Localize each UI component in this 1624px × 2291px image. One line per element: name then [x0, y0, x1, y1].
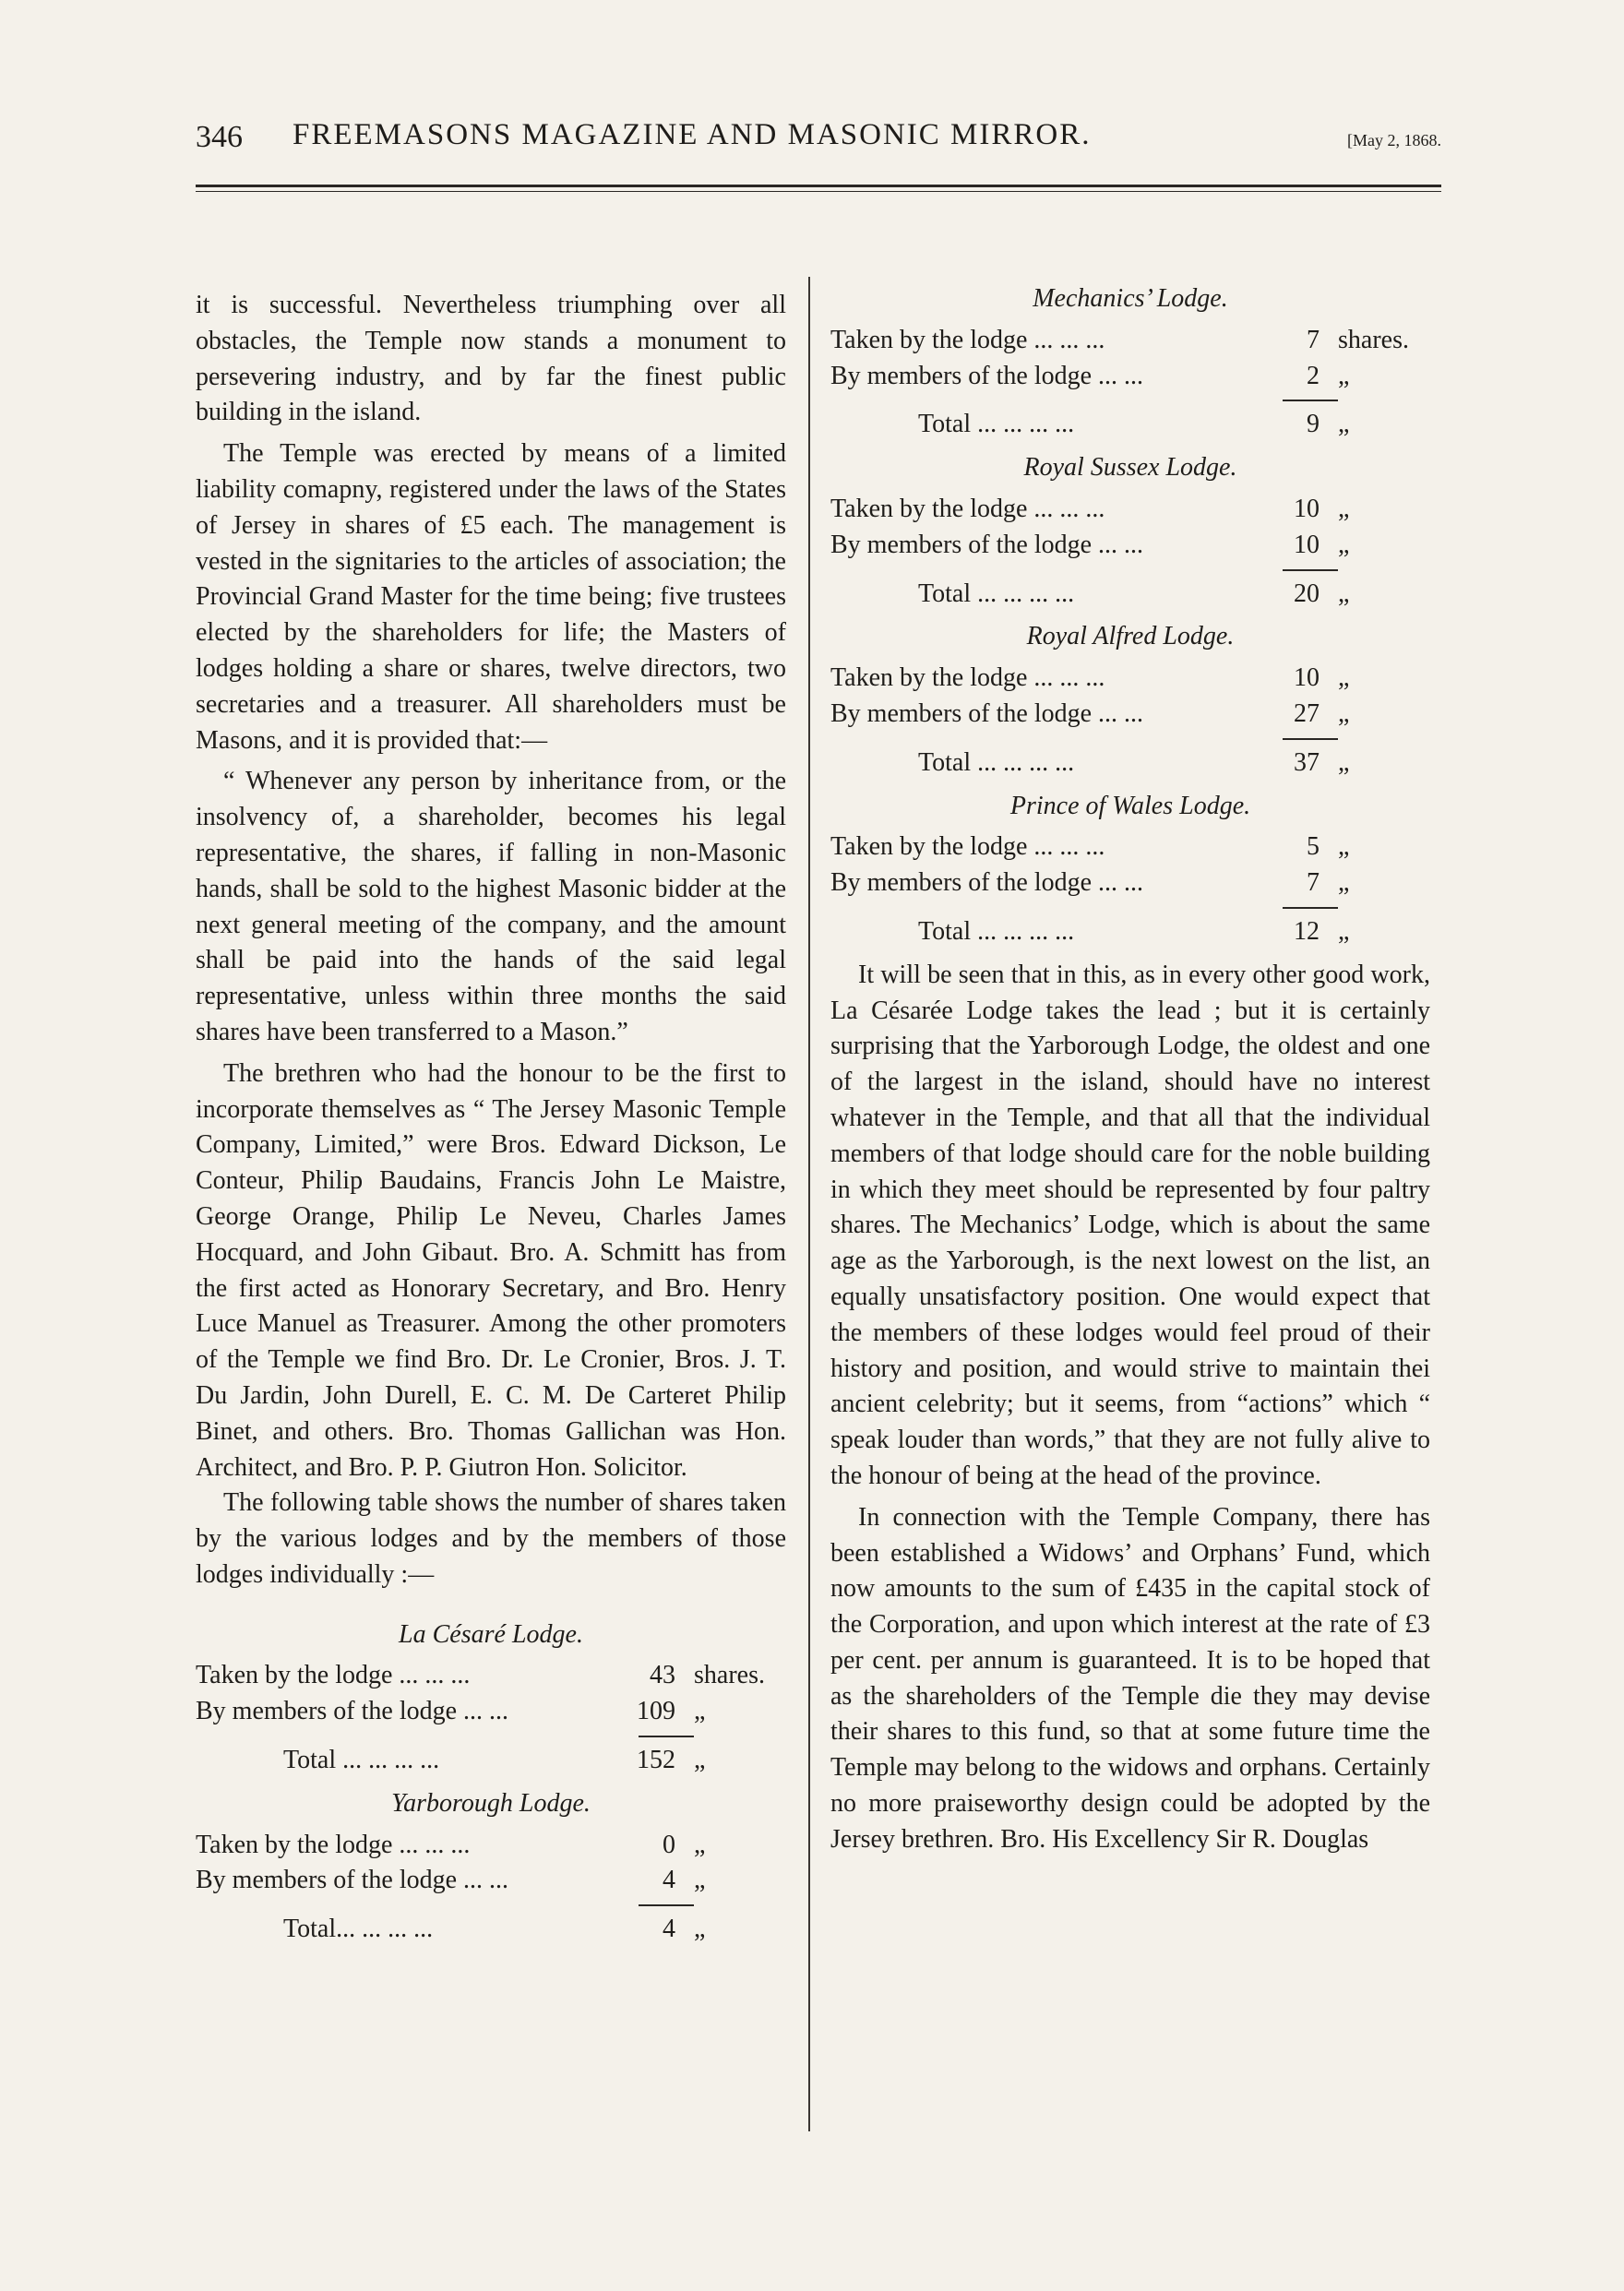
- right-column: [830, 281, 1430, 1858]
- lodge-table: [830, 450, 1430, 612]
- paragraph: The Temple was erected by means of a limited liability comapny, registered under the laws of the States of Jersey in shares of £5 each. The management is vested in the signitaries to the articles of association; the Provincial Grand Master for the time being; five trustees elected by the shareholders for life; the Masters of lodges holding a share or shares, twelve directors, two secretaries and a treasurer. All shareholders must be Masons, and it is provided that:—: [196, 439, 786, 755]
- lodge-name: La Césaré Lodge.: [399, 1619, 583, 1649]
- column-divider: [808, 277, 810, 2131]
- table-row: By members of the lodge ... ... 2 „: [830, 361, 1350, 390]
- table-row: By members of the lodge ... ... 10 „: [830, 530, 1350, 559]
- lodge-table: [196, 1786, 786, 1948]
- lodge-name: Yarborough Lodge.: [391, 1788, 591, 1818]
- table-row: Taken by the lodge ... ... ... 10 „: [830, 663, 1350, 693]
- paragraph: In connection with the Temple Company, there has been established a Widows’ and Orphans’ Fund, which now amounts to the sum of £435 in the capital stock of the Corporation, and upon which interest at the rate of £3 per cent. per annum is guaranteed. It is to be hoped that as the shareholders of the Temple die they may devise their shares to this fund, so that at some future time the Temple may belong to the widows and orphans. Certainly no more praiseworthy design could be adopted by the Jersey brethren. Bro. His Excellency Sir R. Douglas: [830, 1502, 1430, 1854]
- page-number: 346: [196, 120, 243, 154]
- table-row: By members of the lodge ... ... 27 „: [830, 698, 1350, 728]
- table-total-row: Total... ... ... ... 4 „: [283, 1915, 706, 1944]
- page-header: [196, 118, 1441, 170]
- lodge-table: [830, 789, 1430, 950]
- magazine-title: FREEMASONS MAGAZINE AND MASONIC MIRROR.: [293, 118, 1092, 151]
- table-total-row: Total ... ... ... ... 152 „: [283, 1746, 706, 1775]
- paragraph: it is successful. Nevertheless triumphing over all obstacles, the Temple now stands a monument to persevering industry, and by far the finest public building in the island.: [196, 291, 786, 427]
- sum-rule: [830, 733, 1430, 746]
- header-rule-thin: [196, 191, 1441, 192]
- table-total-row: Total ... ... ... ... 37 „: [918, 747, 1350, 777]
- sum-rule: [196, 1730, 786, 1743]
- table-row: Taken by the lodge ... ... ... 43 shares.: [196, 1661, 765, 1690]
- table-total-row: Total ... ... ... ... 9 „: [918, 410, 1350, 439]
- lodge-name: Royal Sussex Lodge.: [1023, 453, 1237, 483]
- sum-rule: [830, 394, 1430, 407]
- table-row: By members of the lodge ... ... 4 „: [196, 1866, 706, 1895]
- table-row: Taken by the lodge ... ... ... 10 „: [830, 494, 1350, 523]
- sum-rule: [830, 901, 1430, 914]
- lodge-table: [830, 281, 1430, 443]
- table-row: Taken by the lodge ... ... ... 7 shares.: [830, 325, 1409, 354]
- paragraph: The following table shows the number of shares taken by the various lodges and by the members of those lodges individually :—: [196, 1488, 786, 1589]
- left-column: [196, 288, 786, 1948]
- issue-date: [May 2, 1868.: [1347, 131, 1441, 149]
- paragraph: The brethren who had the honour to be the first to incorporate themselves as “ The Jersey Masonic Temple Company, Limited,” were Bros. Edward Dickson, Le Conteur, Philip Baudains, Francis John Le Maistre, George Orange, Philip Le Neveu, Charles James Hocquard, and John Gibaut. Bro. A. Schmitt has from the first acted as Honorary Secretary, and Bro. Henry Luce Manuel as Treasurer. Among the other promoters of the Temple we find Bro. Dr. Le Cronier, Bros. J. T. Du Jardin, John Durell, E. C. M. De Carteret Philip Binet, and others. Bro. Thomas Gallichan was Hon. Architect, and Bro. P. P. Giutron Hon. Solicitor.: [196, 1058, 786, 1482]
- lodge-name: Mechanics’ Lodge.: [1033, 284, 1228, 313]
- lodge-table: [830, 619, 1430, 781]
- table-row: Taken by the lodge ... ... ... 5 „: [830, 832, 1350, 862]
- table-total-row: Total ... ... ... ... 12 „: [918, 916, 1350, 946]
- lodge-table: [196, 1617, 786, 1779]
- sum-rule: [830, 564, 1430, 577]
- paragraph: It will be seen that in this, as in every other good work, La Césarée Lodge takes the lead ; but it is certainly surprising that the Yarborough Lodge, the oldest and one of the largest in the island, should have no interest whatever in the Temple, and that all that the individual members of that lodge should care for the noble building in which they meet should be represented by four paltry shares. The Mechanics’ Lodge, which is about the same age as the Yarborough, is the next lowest on the list, an equally unsatisfactory position. One would expect that the members of these lodges would feel proud of their history and position, and would strive to maintain thei ancient celebrity; but it seems, from “actions” which “ speak louder than words,” that they are not fully alive to the honour of being at the head of the province.: [830, 960, 1430, 1490]
- lodge-name: Prince of Wales Lodge.: [1009, 791, 1251, 820]
- table-row: By members of the lodge ... ... 109 „: [196, 1697, 706, 1726]
- table-row: By members of the lodge ... ... 7 „: [830, 868, 1350, 898]
- table-row: Taken by the lodge ... ... ... 0 „: [196, 1830, 706, 1859]
- header-rule-thick: [196, 185, 1441, 187]
- table-total-row: Total ... ... ... ... 20 „: [918, 579, 1350, 608]
- lodge-name: Royal Alfred Lodge.: [1026, 622, 1235, 651]
- sum-rule: [196, 1899, 786, 1912]
- paragraph-quote: “ Whenever any person by inheritance from, or the insolvency of, a shareholder, becomes his legal representative, the shares, if falling in non-Masonic hands, shall be sold to the highest Masonic bidder at the next general meeting of the company, and the amount shall be paid into the hands of the said legal representative, unless within three months the said shares have been transferred to a Mason.”: [196, 767, 786, 1046]
